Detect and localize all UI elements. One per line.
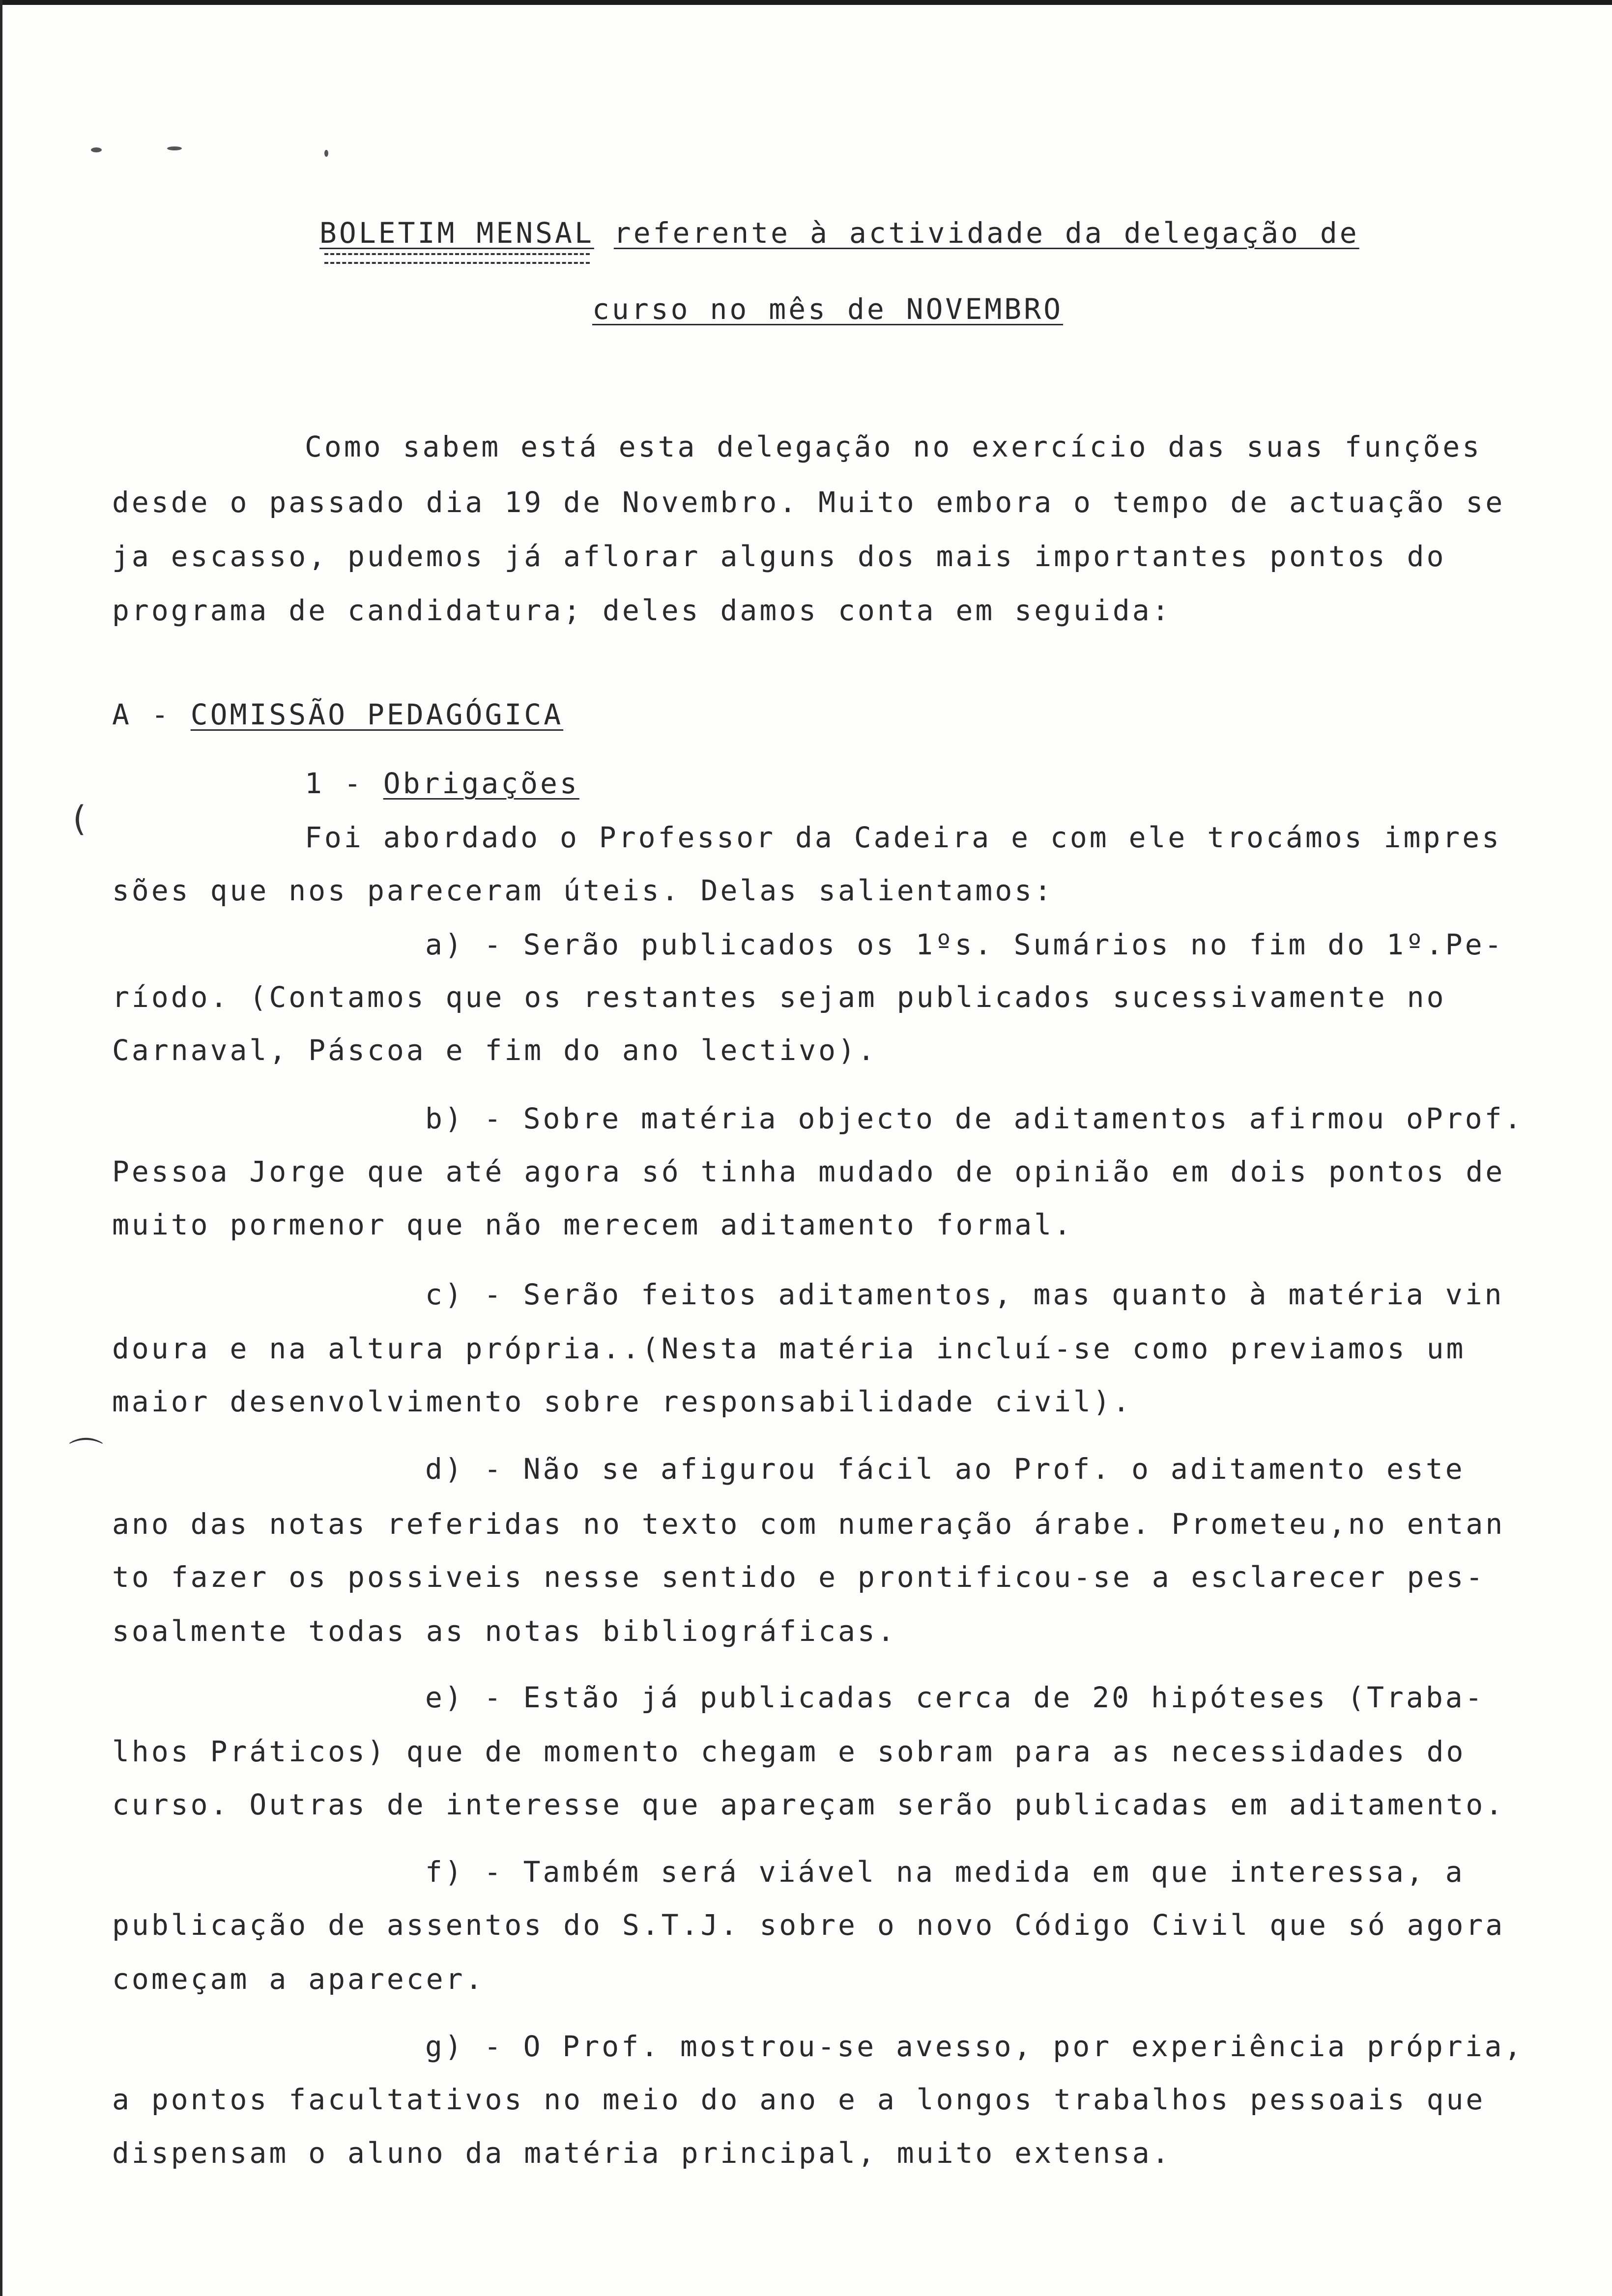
item-d-line: ano das notas referidas no texto com numeração árabe. Prometeu,no entan: [112, 1507, 1505, 1541]
ink-speck: [167, 146, 182, 150]
item-b-line: Pessoa Jorge que até agora só tinha mudado de opinião em dois pontos de: [112, 1155, 1505, 1188]
title-line-2: curso no mês de NOVEMBRO: [592, 292, 1064, 326]
page-top-edge: [0, 0, 1612, 5]
item-f-line: publicação de assentos do S.T.J. sobre o novo Código Civil que só agora: [112, 1908, 1505, 1942]
item-b-line: b) - Sobre matéria objecto de aditamentos afirmou oProf.: [425, 1102, 1524, 1135]
subsection-1-title: Obrigações: [383, 767, 579, 800]
item-e-line: lhos Práticos) que de momento chegam e sobram para as necessidades do: [112, 1735, 1466, 1768]
paragraph-line: Foi abordado o Professor da Cadeira e com ele trocámos impres: [305, 821, 1502, 854]
subsection-1-heading: [305, 769, 579, 798]
item-d-line: d) - Não se afigurou fácil ao Prof. o aditamento este: [425, 1452, 1465, 1486]
item-f-line: começam a aparecer.: [112, 1962, 485, 1996]
item-b-line: muito pormenor que não merecem aditamento formal.: [112, 1208, 1074, 1241]
item-d-line: to fazer os possiveis nesse sentido e prontificou-se a esclarecer pes-: [112, 1560, 1486, 1594]
title-bold-part: BOLETIM MENSAL: [319, 216, 594, 250]
item-a-line: a) - Serão publicados os 1ºs. Sumários no fim do 1º.Pe-: [425, 928, 1504, 961]
section-a-heading: [112, 700, 563, 729]
subsection-1-prefix: 1 -: [305, 767, 383, 800]
item-g-line: a pontos facultativos no meio do ano e a longos trabalhos pessoais que: [112, 2083, 1486, 2116]
paragraph-line: sões que nos pareceram úteis. Delas salientamos:: [112, 874, 1054, 907]
item-f-line: f) - Também será viável na medida em que interessa, a: [425, 1855, 1465, 1889]
item-c-line: c) - Serão feitos aditamentos, mas quanto à matéria vin: [425, 1278, 1504, 1311]
item-g-line: g) - O Prof. mostrou-se avesso, por experiência própria,: [425, 2030, 1524, 2063]
item-a-line: Carnaval, Páscoa e fim do ano lectivo).: [112, 1033, 877, 1067]
ink-speck: [324, 150, 328, 157]
title-double-underline: [324, 253, 590, 264]
ink-speck: [91, 147, 102, 152]
margin-mark: ⌒: [69, 1435, 103, 1475]
document-title: [319, 216, 1359, 250]
section-a-prefix: A -: [112, 698, 191, 731]
item-c-line: maior desenvolvimento sobre responsabilidade civil).: [112, 1385, 1132, 1418]
section-a-title: COMISSÃO PEDAGÓGICA: [190, 698, 564, 731]
item-e-line: e) - Estão já publicadas cerca de 20 hipóteses (Traba-: [425, 1681, 1485, 1714]
item-a-line: ríodo. (Contamos que os restantes sejam publicados sucessivamente no: [112, 980, 1446, 1014]
intro-line: ja escasso, pudemos já aflorar alguns dos mais importantes pontos do: [112, 540, 1446, 573]
margin-mark: (: [73, 799, 86, 839]
intro-line: programa de candidatura; deles damos conta em seguida:: [112, 594, 1172, 627]
page-left-edge: [0, 0, 2, 2296]
item-g-line: dispensam o aluno da matéria principal, muito extensa.: [112, 2136, 1172, 2170]
intro-line: Como sabem está esta delegação no exercício das suas funções: [305, 430, 1482, 463]
item-e-line: curso. Outras de interesse que apareçam serão publicadas em aditamento.: [112, 1788, 1505, 1821]
item-d-line: soalmente todas as notas bibliográficas.: [112, 1614, 897, 1648]
title-rest: referente à actividade da delegação de: [613, 216, 1359, 250]
item-c-line: doura e na altura própria..(Nesta matéria incluí-se como previamos um: [112, 1332, 1466, 1365]
intro-line: desde o passado dia 19 de Novembro. Muito embora o tempo de actuação se: [112, 486, 1505, 519]
